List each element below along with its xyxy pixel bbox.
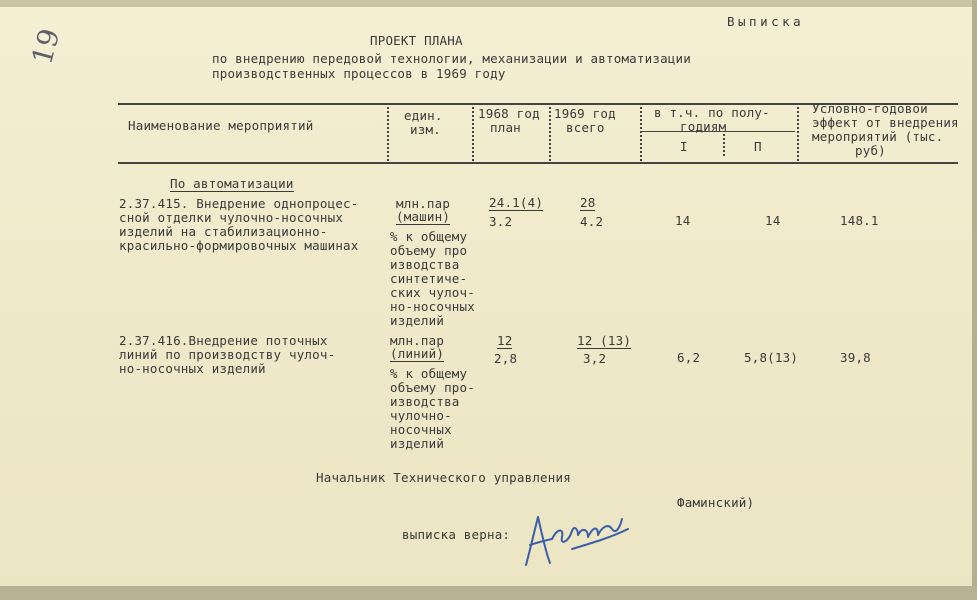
row-unit-pct: изделий bbox=[390, 313, 445, 328]
row-unit-pct: ских чулоч- bbox=[390, 285, 475, 300]
row-total-1969-pct: 4.2 bbox=[580, 214, 604, 229]
row-name-line: линий по производству чулоч- bbox=[119, 347, 336, 362]
header-1968: план bbox=[490, 120, 521, 135]
row-name-line: 2.37.415. Внедрение однопроцес- bbox=[119, 196, 359, 211]
header-1969: 1969 год bbox=[554, 106, 616, 121]
subtitle-line-2: производственных процессов в 1969 году bbox=[212, 66, 506, 81]
header-halfyear: годиям bbox=[680, 119, 727, 134]
row-unit-pct: но-носочных bbox=[390, 299, 475, 314]
row-unit-pct: чулочно- bbox=[390, 408, 452, 423]
row-unit-pct: объему про bbox=[390, 243, 468, 258]
column-divider bbox=[640, 103, 642, 161]
row-half-1: 14 bbox=[675, 213, 691, 228]
column-divider bbox=[723, 134, 725, 156]
row-total-1969-pct: 3,2 bbox=[583, 351, 607, 366]
column-divider bbox=[387, 103, 389, 161]
row-unit: млн.пар bbox=[396, 196, 451, 211]
row-name-line: 2.37.416.Внедрение поточных bbox=[119, 333, 328, 348]
chief-title: Начальник Технического управления bbox=[316, 470, 571, 485]
header-effect: мероприятий (тыс. bbox=[812, 129, 944, 144]
row-unit-pct: изводства bbox=[390, 394, 460, 409]
row-name-line: красильно-формировочных машинах bbox=[119, 238, 359, 253]
row-effect: 39,8 bbox=[840, 350, 871, 365]
row-unit-pct: синтетиче- bbox=[390, 271, 468, 286]
signatory-name: Фаминский) bbox=[677, 495, 755, 510]
column-divider bbox=[549, 103, 551, 161]
row-name-line: сной отделки чулочно-носочных bbox=[119, 210, 344, 225]
table-header-rule bbox=[118, 162, 958, 164]
document-title: ПРОЕКТ ПЛАНА bbox=[370, 33, 463, 48]
row-unit: млн.пар bbox=[390, 333, 445, 348]
column-divider bbox=[472, 103, 474, 161]
row-effect: 148.1 bbox=[840, 213, 879, 228]
header-effect: Условно-годовой bbox=[812, 101, 928, 116]
header-unit: изм. bbox=[410, 122, 441, 137]
row-half-2: 14 bbox=[765, 213, 781, 228]
row-unit-pct: % к общему bbox=[390, 366, 468, 381]
page-right-edge bbox=[972, 0, 977, 600]
row-name-line: изделий на стабилизационно- bbox=[119, 224, 328, 239]
row-plan-1968: 12 bbox=[497, 333, 513, 348]
row-plan-1968: 24.1(4) bbox=[489, 195, 544, 210]
row-unit-pct: носочных bbox=[390, 422, 452, 437]
row-unit-pct: изводства bbox=[390, 257, 460, 272]
row-unit-sub: (машин) bbox=[396, 209, 451, 224]
row-unit-pct: изделий bbox=[390, 436, 445, 451]
header-name: Наименование мероприятий bbox=[128, 118, 314, 133]
row-half-1: 6,2 bbox=[677, 350, 701, 365]
header-unit: един. bbox=[404, 108, 443, 123]
page-bottom-edge bbox=[0, 586, 977, 600]
column-divider bbox=[797, 103, 799, 161]
verified-label: выписка верна: bbox=[402, 527, 511, 542]
row-unit-pct: объему про- bbox=[390, 380, 475, 395]
handwritten-signature bbox=[512, 505, 637, 575]
header-effect: руб) bbox=[855, 143, 886, 158]
row-total-1969: 28 bbox=[580, 195, 596, 210]
header-half-1: I bbox=[680, 139, 688, 154]
row-plan-1968-pct: 3.2 bbox=[489, 214, 513, 229]
page-top-edge bbox=[0, 0, 977, 7]
section-heading: По автоматизации bbox=[170, 176, 294, 191]
header-effect: эффект от внедрения bbox=[812, 115, 959, 130]
header-1969: всего bbox=[566, 120, 605, 135]
row-unit-pct: % к общему bbox=[390, 229, 468, 244]
folio-number: 19 bbox=[25, 25, 67, 68]
header-half-2: П bbox=[754, 139, 762, 154]
header-1968: 1968 год bbox=[478, 106, 540, 121]
row-name-line: но-носочных изделий bbox=[119, 361, 266, 376]
extract-label: Выписка bbox=[727, 14, 805, 29]
subtitle-line-1: по внедрению передовой технологии, механизации и автоматизации bbox=[212, 51, 691, 66]
row-plan-1968-pct: 2,8 bbox=[494, 351, 518, 366]
row-half-2: 5,8(13) bbox=[744, 350, 799, 365]
row-total-1969: 12 (13) bbox=[577, 333, 632, 348]
header-halfyear: в т.ч. по полу- bbox=[654, 105, 770, 120]
row-unit-sub: (линий) bbox=[390, 346, 445, 361]
